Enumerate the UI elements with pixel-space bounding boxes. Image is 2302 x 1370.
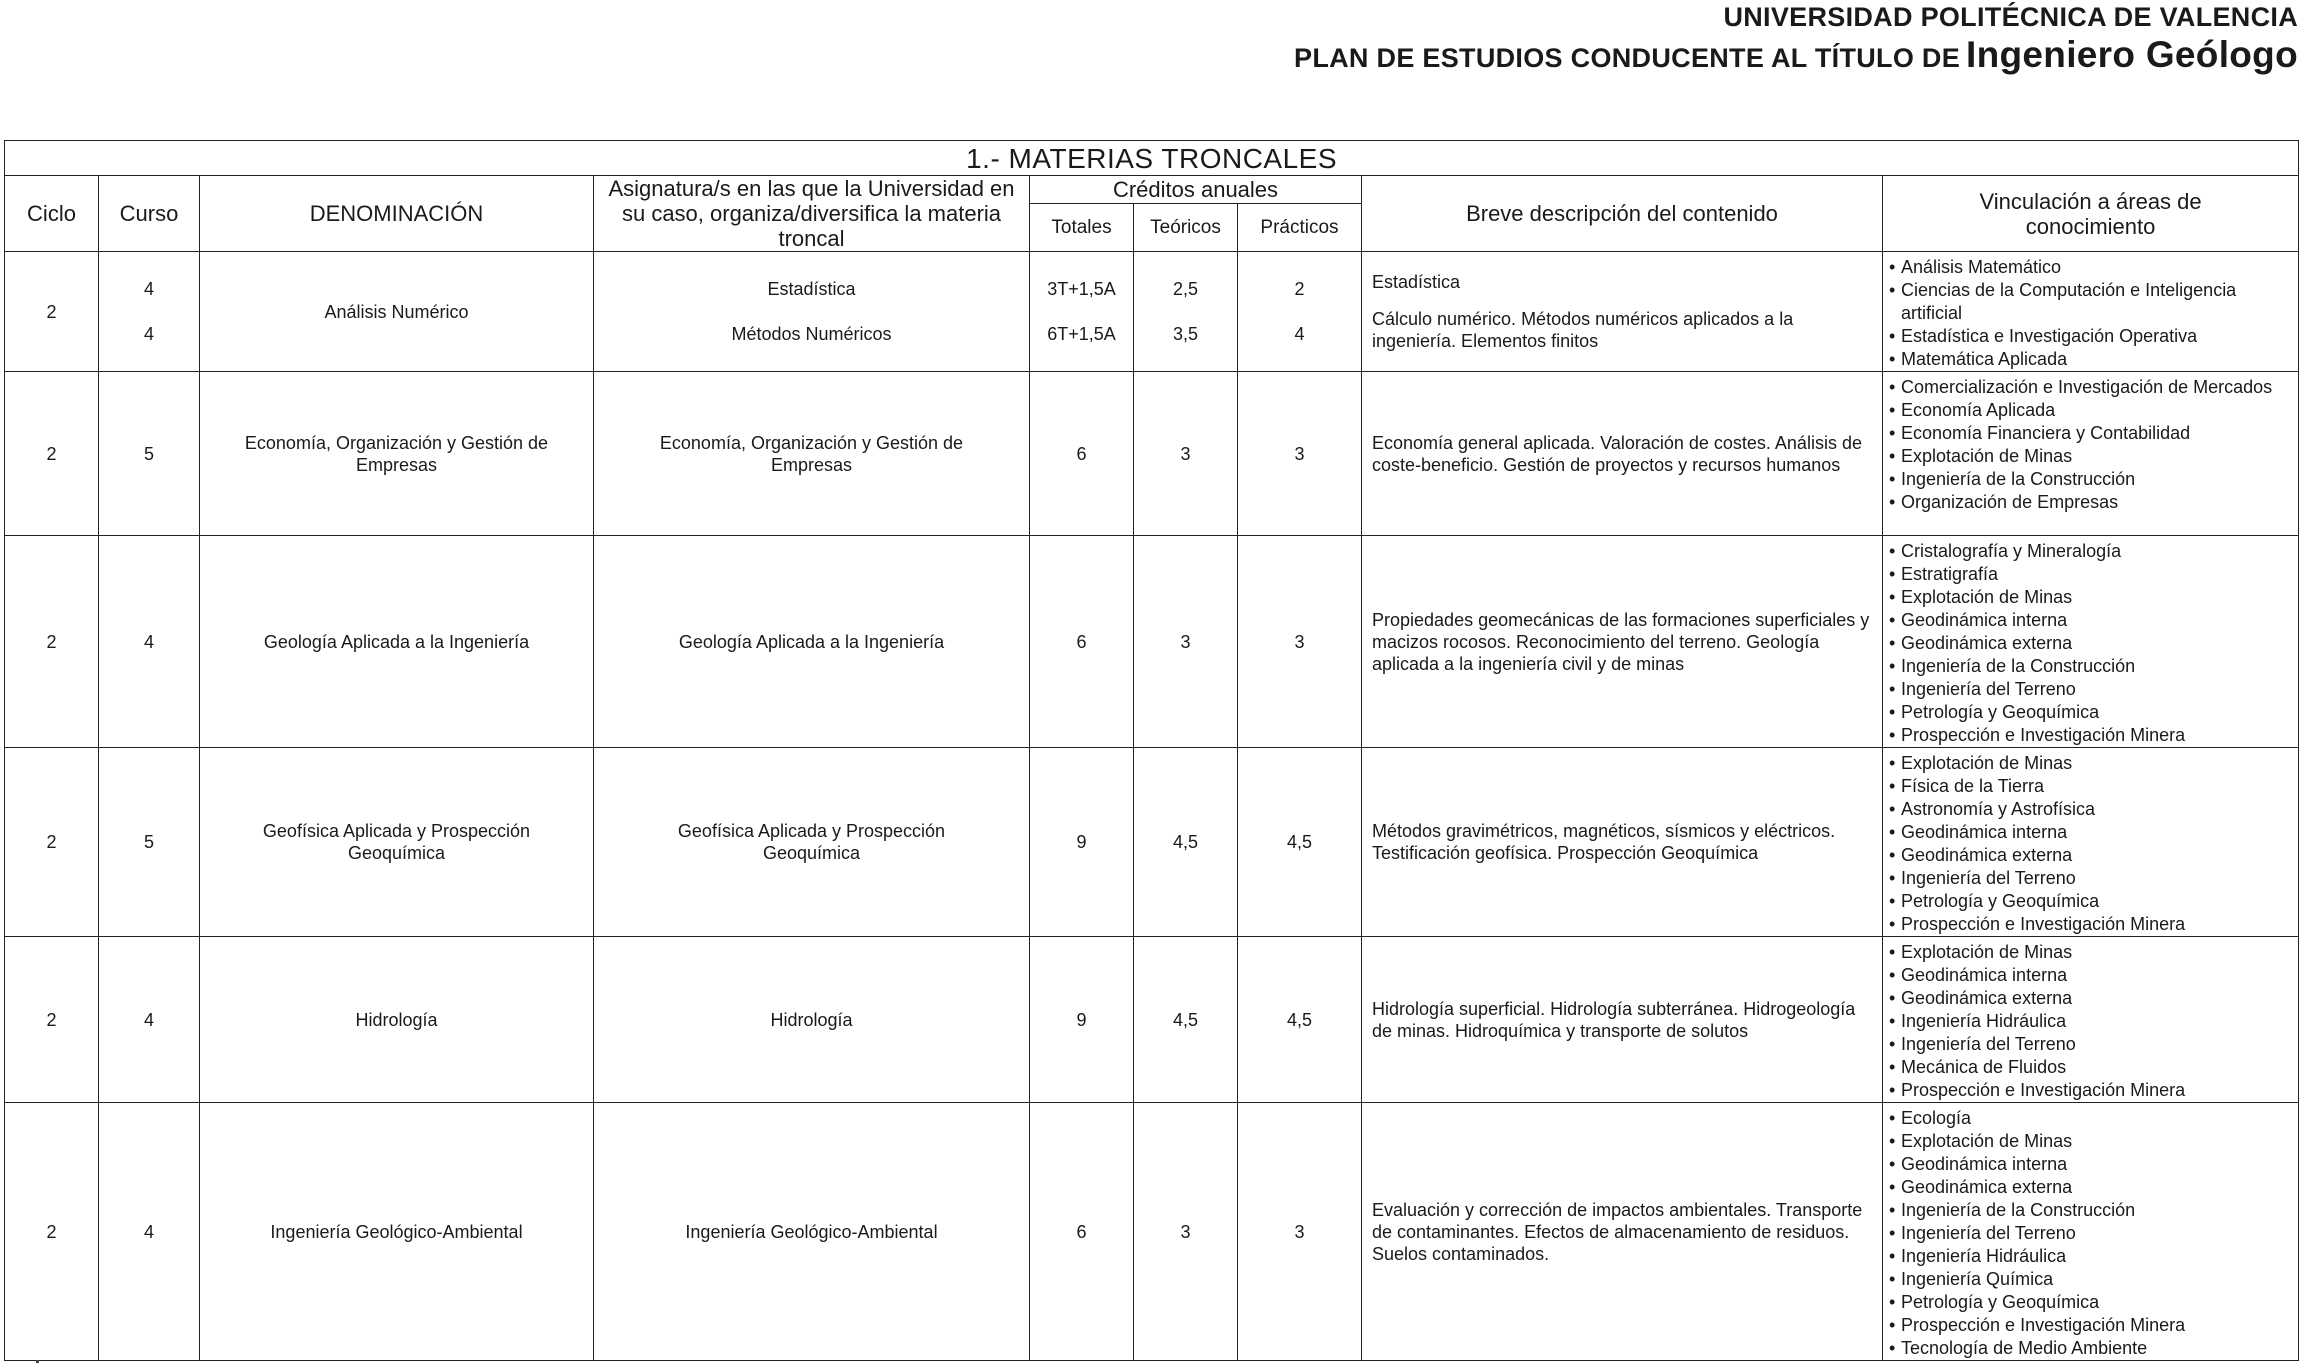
- area-item: • Física de la Tierra: [1889, 775, 2292, 798]
- ciclo-cell: 2: [5, 1103, 99, 1361]
- table-row: [5, 1103, 2299, 1361]
- degree-name: Ingeniero Geólogo: [1966, 34, 2298, 75]
- table-row: [5, 372, 2299, 536]
- area-item: • Geodinámica externa: [1889, 632, 2292, 655]
- area-item: • Explotación de Minas: [1889, 586, 2292, 609]
- area-item: • Ingeniería Química: [1889, 1268, 2292, 1291]
- practicos-cell: 4,5: [1238, 937, 1362, 1103]
- area-item: • Ingeniería de la Construcción: [1889, 655, 2292, 678]
- table-row: [5, 252, 2299, 372]
- area-item: • Análisis Matemático: [1889, 256, 2292, 279]
- descripcion-cell: Propiedades geomecánicas de las formaciones superficiales y macizos rocosos. Reconocimiento del terreno. Geología aplicada a la ingeniería civil y de minas: [1362, 536, 1883, 748]
- descripcion-cell: Métodos gravimétricos, magnéticos, sísmicos y eléctricos. Testificación geofísica. Prospección Geoquímica: [1362, 748, 1883, 937]
- area-item: • Ingeniería del Terreno: [1889, 1222, 2292, 1245]
- areas-cell: [1883, 1103, 2299, 1361]
- col-totales: Totales: [1030, 204, 1134, 252]
- teoricos-cell: 4,5: [1134, 937, 1238, 1103]
- asignatura-value: Métodos Numéricos: [731, 324, 892, 344]
- totales-cell: [1030, 252, 1134, 372]
- totales-value: 3T+1,5A: [1047, 279, 1116, 299]
- practicos-cell: 3: [1238, 1103, 1362, 1361]
- table-row: [5, 937, 2299, 1103]
- teoricos-cell: 3: [1134, 1103, 1238, 1361]
- areas-list: [1889, 256, 2292, 371]
- descripcion-cell: [1362, 252, 1883, 372]
- curso-cell: [99, 252, 200, 372]
- curso-cell: 5: [99, 748, 200, 937]
- area-item: • Organización de Empresas: [1889, 491, 2292, 514]
- col-practicos: Prácticos: [1238, 204, 1362, 252]
- area-item: • Ingeniería Hidráulica: [1889, 1010, 2292, 1033]
- denominacion-cell: Economía, Organización y Gestión de Empresas: [200, 372, 594, 536]
- area-item: • Ingeniería del Terreno: [1889, 678, 2292, 701]
- area-item: • Tecnología de Medio Ambiente: [1889, 1337, 2292, 1360]
- areas-cell: [1883, 372, 2299, 536]
- ciclo-cell: 2: [5, 372, 99, 536]
- areas-list: [1889, 376, 2292, 514]
- col-creditos: Créditos anuales: [1030, 176, 1362, 204]
- col-ciclo: Ciclo: [5, 176, 99, 252]
- area-item: • Petrología y Geoquímica: [1889, 890, 2292, 913]
- area-item: • Explotación de Minas: [1889, 445, 2292, 468]
- descripcion-value: Estadística: [1372, 272, 1461, 292]
- area-item: • Ingeniería de la Construcción: [1889, 1199, 2292, 1222]
- curso-cell: 4: [99, 937, 200, 1103]
- asignatura-cell: Hidrología: [594, 937, 1030, 1103]
- asignatura-cell: Geología Aplicada a la Ingeniería: [594, 536, 1030, 748]
- teoricos-cell: 3: [1134, 372, 1238, 536]
- totales-cell: 6: [1030, 536, 1134, 748]
- teoricos-value: 2,5: [1172, 279, 1199, 299]
- area-item: • Geodinámica interna: [1889, 964, 2292, 987]
- areas-cell: [1883, 937, 2299, 1103]
- area-item: • Ingeniería de la Construcción: [1889, 468, 2292, 491]
- ciclo-cell: 2: [5, 748, 99, 937]
- ciclo-cell: 2: [5, 252, 99, 372]
- col-curso: Curso: [99, 176, 200, 252]
- areas-list: [1889, 1107, 2292, 1360]
- materias-troncales-table: [4, 140, 2299, 1361]
- denominacion-cell: Ingeniería Geológico-Ambiental: [200, 1103, 594, 1361]
- curso-value: 4: [143, 279, 154, 299]
- descripcion-value: Cálculo numérico. Métodos numéricos aplicados a la ingeniería. Elementos finitos: [1372, 309, 1794, 351]
- totales-cell: 6: [1030, 372, 1134, 536]
- area-item: • Matemática Aplicada: [1889, 348, 2292, 371]
- area-item: • Economía Financiera y Contabilidad: [1889, 422, 2292, 445]
- area-item: • Cristalografía y Mineralogía: [1889, 540, 2292, 563]
- area-item: • Prospección e Investigación Minera: [1889, 1314, 2292, 1337]
- totales-cell: 9: [1030, 937, 1134, 1103]
- areas-cell: [1883, 252, 2299, 372]
- area-item: • Prospección e Investigación Minera: [1889, 913, 2292, 936]
- area-item: • Economía Aplicada: [1889, 399, 2292, 422]
- col-asignaturas: Asignatura/s en las que la Universidad en su caso, organiza/diversifica la materia troncal: [594, 176, 1030, 252]
- asignatura-cell: Geofísica Aplicada y Prospección Geoquímica: [594, 748, 1030, 937]
- totales-cell: 9: [1030, 748, 1134, 937]
- practicos-value: 4: [1294, 324, 1305, 344]
- university-name: UNIVERSIDAD POLITÉCNICA DE VALENCIA: [1723, 2, 2298, 32]
- area-item: • Mecánica de Fluidos: [1889, 1056, 2292, 1079]
- area-item: • Prospección e Investigación Minera: [1889, 724, 2292, 747]
- practicos-cell: [1238, 252, 1362, 372]
- descripcion-cell: Economía general aplicada. Valoración de costes. Análisis de coste-beneficio. Gestión de proyectos y recursos humanos: [1362, 372, 1883, 536]
- area-item: • Ingeniería Hidráulica: [1889, 1245, 2292, 1268]
- area-item: • Ecología: [1889, 1107, 2292, 1130]
- area-item: • Ingeniería del Terreno: [1889, 1033, 2292, 1056]
- denominacion-cell: Geofísica Aplicada y Prospección Geoquímica: [200, 748, 594, 937]
- area-item: • Explotación de Minas: [1889, 752, 2292, 775]
- denominacion-cell: Análisis Numérico: [200, 252, 594, 372]
- asignatura-cell: Economía, Organización y Gestión de Empresas: [594, 372, 1030, 536]
- plan-prefix: PLAN DE ESTUDIOS CONDUCENTE AL TÍTULO DE: [1294, 43, 1961, 73]
- area-item: • Comercialización e Investigación de Mercados: [1889, 376, 2292, 399]
- teoricos-value: 3,5: [1172, 324, 1199, 344]
- practicos-value: 2: [1294, 279, 1305, 299]
- area-item: • Ingeniería del Terreno: [1889, 867, 2292, 890]
- area-item: • Ciencias de la Computación e Inteligencia artificial: [1889, 279, 2292, 325]
- teoricos-cell: [1134, 252, 1238, 372]
- descripcion-cell: Hidrología superficial. Hidrología subterránea. Hidrogeología de minas. Hidroquímica y transporte de solutos: [1362, 937, 1883, 1103]
- area-item: • Petrología y Geoquímica: [1889, 1291, 2292, 1314]
- area-item: • Petrología y Geoquímica: [1889, 701, 2292, 724]
- teoricos-cell: 4,5: [1134, 748, 1238, 937]
- ciclo-cell: 2: [5, 937, 99, 1103]
- area-item: • Geodinámica interna: [1889, 609, 2292, 632]
- totales-cell: 6: [1030, 1103, 1134, 1361]
- table-row: [5, 536, 2299, 748]
- practicos-cell: 3: [1238, 372, 1362, 536]
- area-item: • Prospección e Investigación Minera: [1889, 1079, 2292, 1102]
- area-item: • Explotación de Minas: [1889, 941, 2292, 964]
- denominacion-cell: Geología Aplicada a la Ingeniería: [200, 536, 594, 748]
- practicos-cell: 3: [1238, 536, 1362, 748]
- areas-list: [1889, 752, 2292, 936]
- curso-cell: 4: [99, 536, 200, 748]
- col-descripcion: Breve descripción del contenido: [1362, 176, 1883, 252]
- area-item: • Geodinámica externa: [1889, 1176, 2292, 1199]
- denominacion-cell: Hidrología: [200, 937, 594, 1103]
- scan-mark: [36, 1360, 39, 1363]
- area-item: • Estratigrafía: [1889, 563, 2292, 586]
- asignatura-value: Estadística: [767, 279, 856, 299]
- area-item: • Astronomía y Astrofísica: [1889, 798, 2292, 821]
- teoricos-cell: 3: [1134, 536, 1238, 748]
- plan-title: [1294, 34, 2298, 76]
- table-row: [5, 748, 2299, 937]
- col-vinculacion: Vinculación a áreas de conocimiento: [1883, 176, 2299, 252]
- curso-cell: 4: [99, 1103, 200, 1361]
- ciclo-cell: 2: [5, 536, 99, 748]
- curso-cell: 5: [99, 372, 200, 536]
- area-item: • Estadística e Investigación Operativa: [1889, 325, 2292, 348]
- totales-value: 6T+1,5A: [1047, 324, 1116, 344]
- col-denominacion: DENOMINACIÓN: [200, 176, 594, 252]
- area-item: • Explotación de Minas: [1889, 1130, 2292, 1153]
- col-teoricos: Teóricos: [1134, 204, 1238, 252]
- areas-cell: [1883, 536, 2299, 748]
- asignatura-cell: [594, 252, 1030, 372]
- area-item: • Geodinámica interna: [1889, 1153, 2292, 1176]
- curso-value: 4: [143, 324, 154, 344]
- practicos-cell: 4,5: [1238, 748, 1362, 937]
- area-item: • Geodinámica externa: [1889, 844, 2292, 867]
- areas-cell: [1883, 748, 2299, 937]
- areas-list: [1889, 540, 2292, 747]
- areas-list: [1889, 941, 2292, 1102]
- area-item: • Geodinámica externa: [1889, 987, 2292, 1010]
- table-title: 1.- MATERIAS TRONCALES: [5, 141, 2299, 176]
- area-item: • Geodinámica interna: [1889, 821, 2292, 844]
- descripcion-cell: Evaluación y corrección de impactos ambientales. Transporte de contaminantes. Efectos de almacenamiento de residuos. Suelos contaminados.: [1362, 1103, 1883, 1361]
- asignatura-cell: Ingeniería Geológico-Ambiental: [594, 1103, 1030, 1361]
